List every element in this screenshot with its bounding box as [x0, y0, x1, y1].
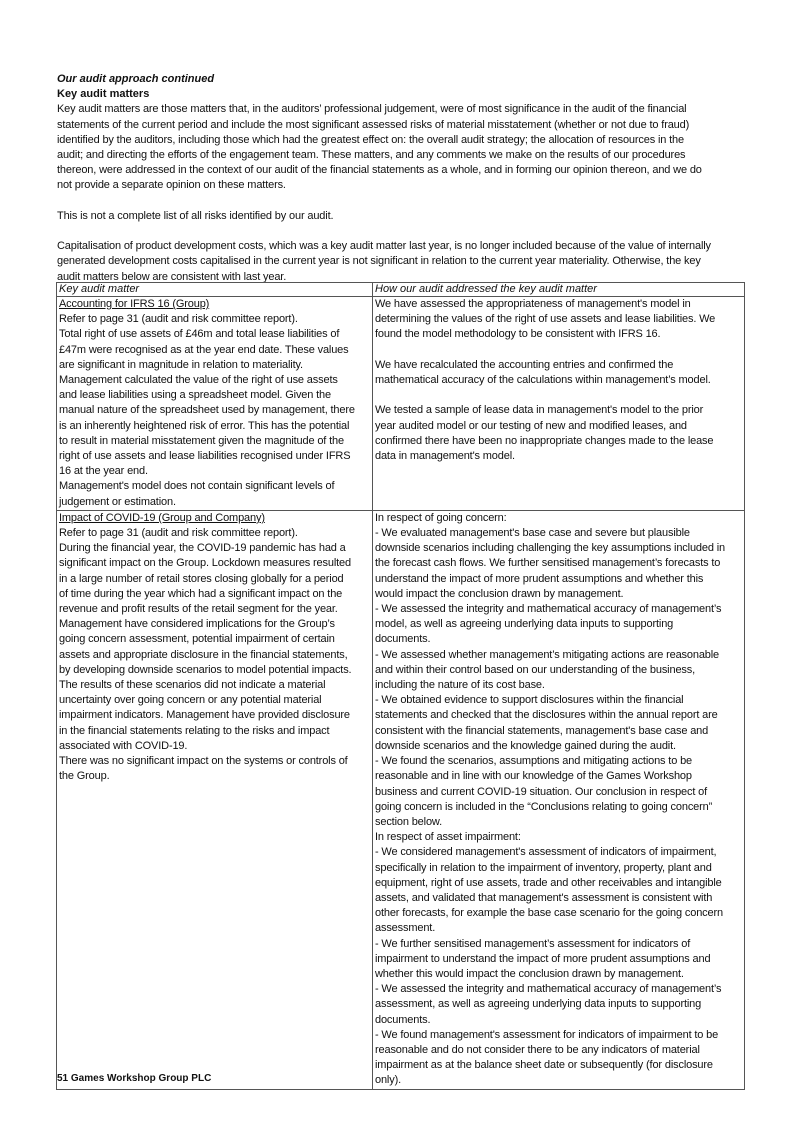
text-line: downside scenarios including challenging the key assumptions included in: [375, 542, 725, 555]
text-line: and lease liabilities using a spreadsheet model. Given the: [59, 389, 331, 402]
text-line: generated development costs capitalised in the current year is not significant in relation to the current year materiality. Otherwise, the key: [57, 255, 701, 268]
text-line: Total right of use assets of £46m and total lease liabilities of: [59, 328, 340, 341]
text-line: - We obtained evidence to support disclosures within the financial: [375, 694, 684, 707]
text-line: the Group.: [59, 770, 110, 783]
text-line: We tested a sample of lease data in management's model to the prior: [375, 404, 704, 417]
text-line: found the model methodology to be consistent with IFRS 16.: [375, 328, 661, 341]
text-line: going concern assessment, potential impairment of certain: [59, 633, 335, 646]
text-line: thereon, were addressed in the context of our audit of the financial statements as a whole, and in forming our opinion thereon, and we do: [57, 164, 702, 177]
text-line: - We found management's assessment for indicators of impairment to be: [375, 1028, 719, 1041]
text-line: are significant in magnitude in relation to materiality.: [59, 358, 303, 371]
text-line: uncertainty over going concern or any potential material: [59, 694, 322, 707]
text-line: understand the impact of more prudent assumptions and whether this: [375, 572, 704, 585]
text-line: whether this would impact the conclusion drawn by management.: [375, 967, 684, 980]
text-line: During the financial year, the COVID-19 pandemic has had a: [59, 542, 346, 555]
section-subtitle: Our audit approach continued: [57, 73, 215, 85]
text-line: not provide a separate opinion on these matters.: [57, 179, 286, 192]
page-body: [57, 72, 747, 285]
text-line: manual nature of the spreadsheet used by management, there: [59, 404, 355, 417]
text-line: documents.: [375, 633, 431, 646]
text-line: section below.: [375, 815, 442, 828]
text-line: - We considered management's assessment of indicators of impairment,: [375, 846, 717, 859]
text-line: Refer to page 31 (audit and risk committee report).: [59, 527, 298, 540]
column-header-response: How our audit addressed the key audit matter: [373, 283, 745, 297]
text-line: Capitalisation of product development costs, which was a key audit matter last year, is no longer included because of the value of internally: [57, 240, 711, 253]
text-line: reasonable and in line with our knowledge of the Games Workshop: [375, 770, 692, 783]
response-cell: [373, 510, 745, 1089]
text-line: going concern is included in the “Conclusions relating to going concern”: [375, 800, 713, 813]
text-line: - We assessed the integrity and mathematical accuracy of management’s: [375, 603, 722, 616]
text-line: - We assessed the integrity and mathematical accuracy of management’s: [375, 983, 722, 996]
spacer: [57, 224, 747, 239]
section-title: Key audit matters: [57, 88, 150, 101]
text-line: Management calculated the value of the right of use assets: [59, 374, 338, 387]
text-line: impairment to understand the impact of more prudent assumptions and: [375, 952, 711, 965]
text-line: documents.: [375, 1013, 431, 1026]
text-line: assets and appropriate disclosure in the financial statements,: [59, 648, 348, 661]
text-line: - We evaluated management's base case and severe but plausible: [375, 527, 690, 540]
matter-title: Impact of COVID-19 (Group and Company): [59, 511, 265, 524]
column-header-matter: Key audit matter: [57, 283, 373, 297]
text-line: in a large number of retail stores closing globally for a period: [59, 572, 344, 585]
spacer: [375, 388, 742, 403]
text-line: - We assessed whether management’s mitigating actions are reasonable: [375, 648, 720, 661]
text-line: downside scenarios and the knowledge gained during the audit.: [375, 739, 676, 752]
text-line: of time during the year which had a significant impact on the: [59, 587, 343, 600]
text-line: statements and checked that the disclosures within the annual report are: [375, 709, 718, 722]
text-line: consistent with the financial statements, management's base case and: [375, 724, 709, 737]
text-line: - We further sensitised management’s assessment for indicators of: [375, 937, 691, 950]
key-audit-matters-table: [56, 282, 745, 1090]
text-line: the forecast cash flows. We further sensitised management’s forecasts to: [375, 557, 721, 570]
text-line: model, as well as agreeing underlying data inputs to supporting: [375, 618, 674, 631]
text-line: mathematical accuracy of the calculations within management’s model.: [375, 374, 711, 386]
text-line: revenue and profit results of the retail segment for the year.: [59, 603, 338, 616]
matter-cell: [57, 297, 373, 511]
text-line: The results of these scenarios did not indicate a material: [59, 679, 326, 692]
text-line: confirmed there have been no inappropriate changes made to the lease: [375, 434, 714, 447]
text-line: data in management's model.: [375, 450, 515, 462]
text-line: identified by the auditors, including those which had the greatest effect on: the overall audit strategy; the allocation of resources in the: [57, 133, 684, 146]
text-line: is an inherently heightened risk of error. This has the potential: [59, 419, 350, 432]
text-line: - We found the scenarios, assumptions and mitigating actions to be: [375, 755, 693, 768]
text-line: Key audit matters are those matters that, in the auditors’ professional judgement, were of most significance in the audit of the financial: [57, 103, 687, 116]
text-line: year audited model or our testing of new and modified leases, and: [375, 419, 687, 432]
text-line: determining the values of the right of use assets and lease liabilities. We: [375, 313, 716, 326]
text-line: In respect of asset impairment:: [375, 831, 521, 844]
text-line: equipment, right of use assets, trade and other receivables and intangible: [375, 876, 722, 889]
matter-cell: [57, 510, 373, 1089]
table-row-covid19: [57, 510, 745, 1089]
text-line: assets, and validated that management's assessment is consistent with: [375, 891, 713, 904]
text-line: reasonable and do not consider there to be any indicators of material: [375, 1043, 700, 1056]
text-line: specifically in relation to the impairment of inventory, property, plant and: [375, 861, 712, 874]
text-line: statements of the current period and include the most significant assessed risks of material misstatement (whether or not due to fraud): [57, 118, 690, 131]
text-line: Refer to page 31 (audit and risk committee report).: [59, 313, 298, 326]
text-line: audit; and directing the efforts of the engagement team. These matters, and any comments we make on the results of our procedures: [57, 149, 686, 162]
intro-paragraph: [57, 102, 747, 193]
text-line: Management's model does not contain significant levels of: [59, 480, 335, 493]
text-line: impairment indicators. Management have provided disclosure: [59, 709, 350, 722]
page-footer: 51 Games Workshop Group PLC: [57, 1073, 212, 1084]
text-line: other forecasts, for example the base case scenario for the going concern: [375, 907, 723, 920]
capitalisation-paragraph: [57, 239, 747, 285]
text-line: assessment, as well as agreeing underlying data inputs to supporting: [375, 998, 702, 1011]
text-line: We have assessed the appropriateness of management's model in: [375, 298, 691, 310]
text-line: impairment as at the balance sheet date or subsequently (for disclosure: [375, 1059, 713, 1072]
text-line: There was no significant impact on the systems or controls of: [59, 755, 348, 768]
text-line: Management have considered implications for the Group’s: [59, 618, 335, 631]
text-line: to result in material misstatement given the magnitude of the: [59, 434, 344, 447]
text-line: by developing downside scenarios to model potential impacts.: [59, 663, 352, 676]
text-line: would impact the conclusion drawn by management.: [375, 587, 624, 600]
not-complete-note: This is not a complete list of all risks identified by our audit.: [57, 209, 334, 222]
text-line: right of use assets and lease liabilities recognised under IFRS: [59, 450, 351, 463]
table-header-row: [57, 283, 745, 297]
spacer: [375, 343, 742, 358]
text-line: only).: [375, 1074, 401, 1087]
text-line: audit matters below are consistent with last year.: [57, 270, 287, 283]
text-line: 16 at the year end.: [59, 465, 148, 478]
response-cell: [373, 297, 745, 511]
text-line: judgement or estimation.: [59, 495, 176, 508]
text-line: £47m were recognised as at the year end date. These values: [59, 343, 349, 356]
text-line: associated with COVID-19.: [59, 739, 188, 752]
text-line: In respect of going concern:: [375, 511, 507, 524]
table-row-ifrs16: [57, 297, 745, 511]
spacer: [57, 194, 747, 209]
text-line: in the financial statements relating to the risks and impact: [59, 724, 330, 737]
matter-title: Accounting for IFRS 16 (Group): [59, 298, 210, 310]
text-line: assessment.: [375, 922, 436, 935]
text-line: including the nature of its cost base.: [375, 679, 545, 692]
text-line: and within their control based on our understanding of the business,: [375, 663, 696, 676]
text-line: significant impact on the Group. Lockdown measures resulted: [59, 557, 351, 570]
text-line: We have recalculated the accounting entries and confirmed the: [375, 358, 674, 371]
text-line: business and current COVID-19 situation. Our conclusion in respect of: [375, 785, 708, 798]
